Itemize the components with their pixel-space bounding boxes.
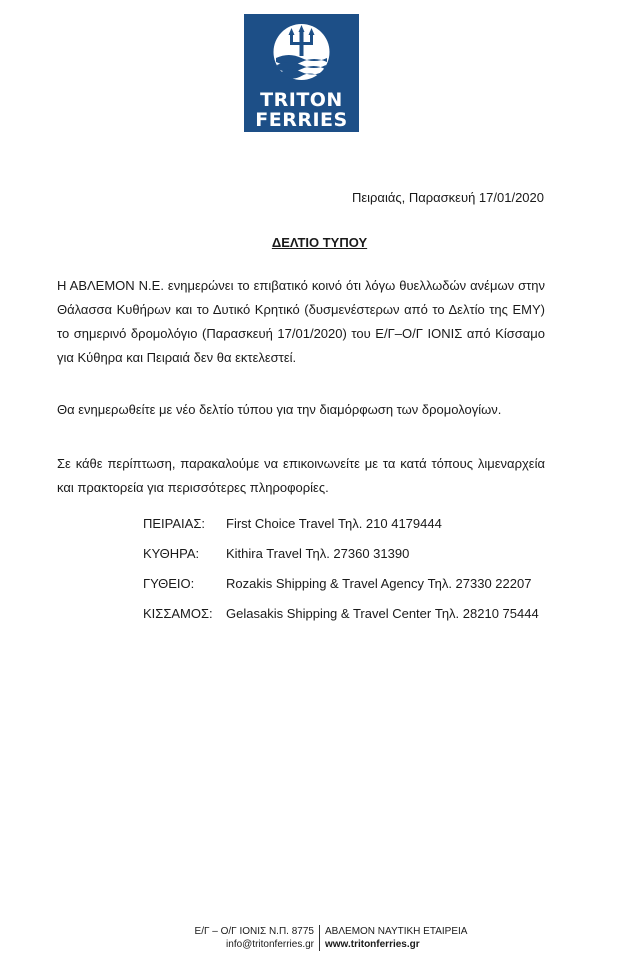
logo-line-ferries: FERRIES <box>255 109 348 131</box>
footer <box>0 925 639 951</box>
contact-info: First Choice Travel Τηλ. 210 4179444 <box>226 515 442 531</box>
footer-website-link[interactable]: www.tritonferries.gr <box>325 939 420 950</box>
contact-row-gytheio <box>143 568 539 598</box>
contact-info: Kithira Travel Τηλ. 27360 31390 <box>226 545 410 561</box>
contacts-list <box>143 508 539 628</box>
contact-row-piraeus <box>143 508 539 538</box>
trident-emblem-icon <box>244 14 359 90</box>
contact-city: ΠΕΙΡΑΙΑΣ: <box>143 515 205 531</box>
contact-row-kythira <box>143 538 539 568</box>
contact-row-kissamos <box>143 598 539 628</box>
contact-city: ΓΥΘΕΙΟ: <box>143 575 195 591</box>
footer-email-link[interactable]: info@tritonferries.gr <box>56 938 320 951</box>
contact-city: ΚΙΣΣΑΜΟΣ: <box>143 605 213 621</box>
triton-ferries-logo <box>244 14 359 132</box>
footer-company: ΑΒΛΕΜΟΝ ΝΑΥΤΙΚΗ ΕΤΑΙΡΕΙΑ <box>325 926 468 937</box>
paragraph-update-notice: Θα ενημερωθείτε με νέο δελτίο τύπου για την διαμόρφωση των δρομολογίων. <box>57 402 502 417</box>
paragraph-contact-advice: Σε κάθε περίπτωση, παρακαλούμε να επικοινωνείτε με τα κατά τόπους λιμεναρχεία και πρακτορεία για περισσότερες πληροφορίες. <box>57 456 545 495</box>
contact-city: ΚΥΘΗΡΑ: <box>143 545 200 561</box>
press-release-title: ΔΕΛΤΙΟ ΤΥΠΟΥ <box>271 235 368 250</box>
date-line: Πειραιάς, Παρασκευή 17/01/2020 <box>351 190 544 205</box>
logo-line-triton: TRITON <box>260 89 343 111</box>
footer-vessel: Ε/Γ – Ο/Γ ΙΟΝΙΣ Ν.Π. 8775 <box>56 925 320 938</box>
contact-info: Rozakis Shipping & Travel Agency Τηλ. 27330 22207 <box>226 575 532 591</box>
contact-info: Gelasakis Shipping & Travel Center Τηλ. 28210 75444 <box>226 605 539 621</box>
paragraph-announcement: Η ΑΒΛΕΜΟΝ Ν.Ε. ενημερώνει το επιβατικό κοινό ότι λόγω θυελλωδών ανέμων στην Θάλασσα Κυθήρων και το Δυτικό Κρητικό (δυσμενέστερων από το Δελτίο της ΕΜΥ) το σημερινό δρομολόγιο (Παρασκευή 17/01/2020) του Ε/Γ–Ο/Γ ΙΟΝΙΣ από Κίσσαμο για Κύθηρα και Πειραιά δεν θα εκτελεστεί. <box>57 278 545 365</box>
